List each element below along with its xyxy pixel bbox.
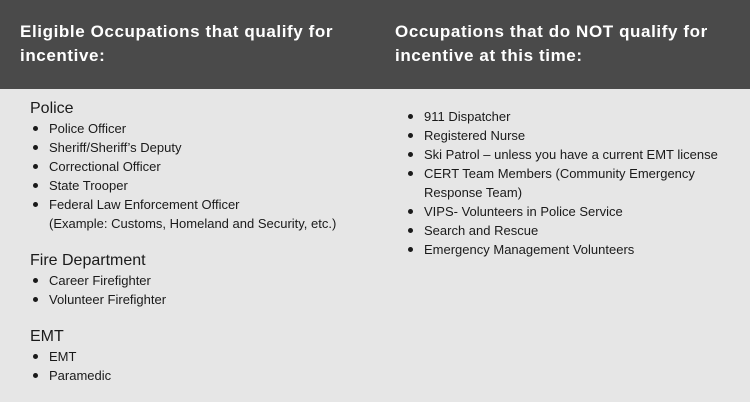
list-item-note: (Example: Customs, Homeland and Security, etc.) xyxy=(49,216,337,231)
list-item-label: Federal Law Enforcement Officer xyxy=(49,197,240,212)
list-item: Registered Nurse xyxy=(405,126,750,145)
not-eligible-header: Occupations that do NOT qualify for incentive at this time: xyxy=(395,22,708,65)
list-item: Search and Rescue xyxy=(405,221,750,240)
not-eligible-column xyxy=(405,107,750,259)
list-item: Paramedic xyxy=(30,366,380,385)
group-emt xyxy=(30,325,380,385)
list-item: Ski Patrol – unless you have a current EMT license xyxy=(405,145,750,164)
group-title-police: Police xyxy=(30,100,74,117)
list-item: VIPS- Volunteers in Police Service xyxy=(405,202,750,221)
list-item: Emergency Management Volunteers xyxy=(405,240,750,259)
fire-department-list xyxy=(30,271,380,309)
group-fire-department xyxy=(30,249,380,309)
list-item xyxy=(30,195,380,233)
list-item: 911 Dispatcher xyxy=(405,107,750,126)
list-item: CERT Team Members (Community Emergency Response Team) xyxy=(405,164,750,202)
list-item: EMT xyxy=(30,347,380,366)
list-item: State Trooper xyxy=(30,176,380,195)
list-item: Sheriff/Sheriff’s Deputy xyxy=(30,138,380,157)
group-police xyxy=(30,97,380,233)
police-list xyxy=(30,119,380,233)
list-item: Volunteer Firefighter xyxy=(30,290,380,309)
not-eligible-list xyxy=(405,107,750,259)
group-title-emt: EMT xyxy=(30,328,64,345)
table-header xyxy=(0,0,750,89)
list-item: Career Firefighter xyxy=(30,271,380,290)
emt-list xyxy=(30,347,380,385)
group-title-fire-department: Fire Department xyxy=(30,252,146,269)
list-item: Correctional Officer xyxy=(30,157,380,176)
list-item: Police Officer xyxy=(30,119,380,138)
eligible-header: Eligible Occupations that qualify for incentive: xyxy=(20,22,334,65)
eligible-column xyxy=(30,97,380,385)
